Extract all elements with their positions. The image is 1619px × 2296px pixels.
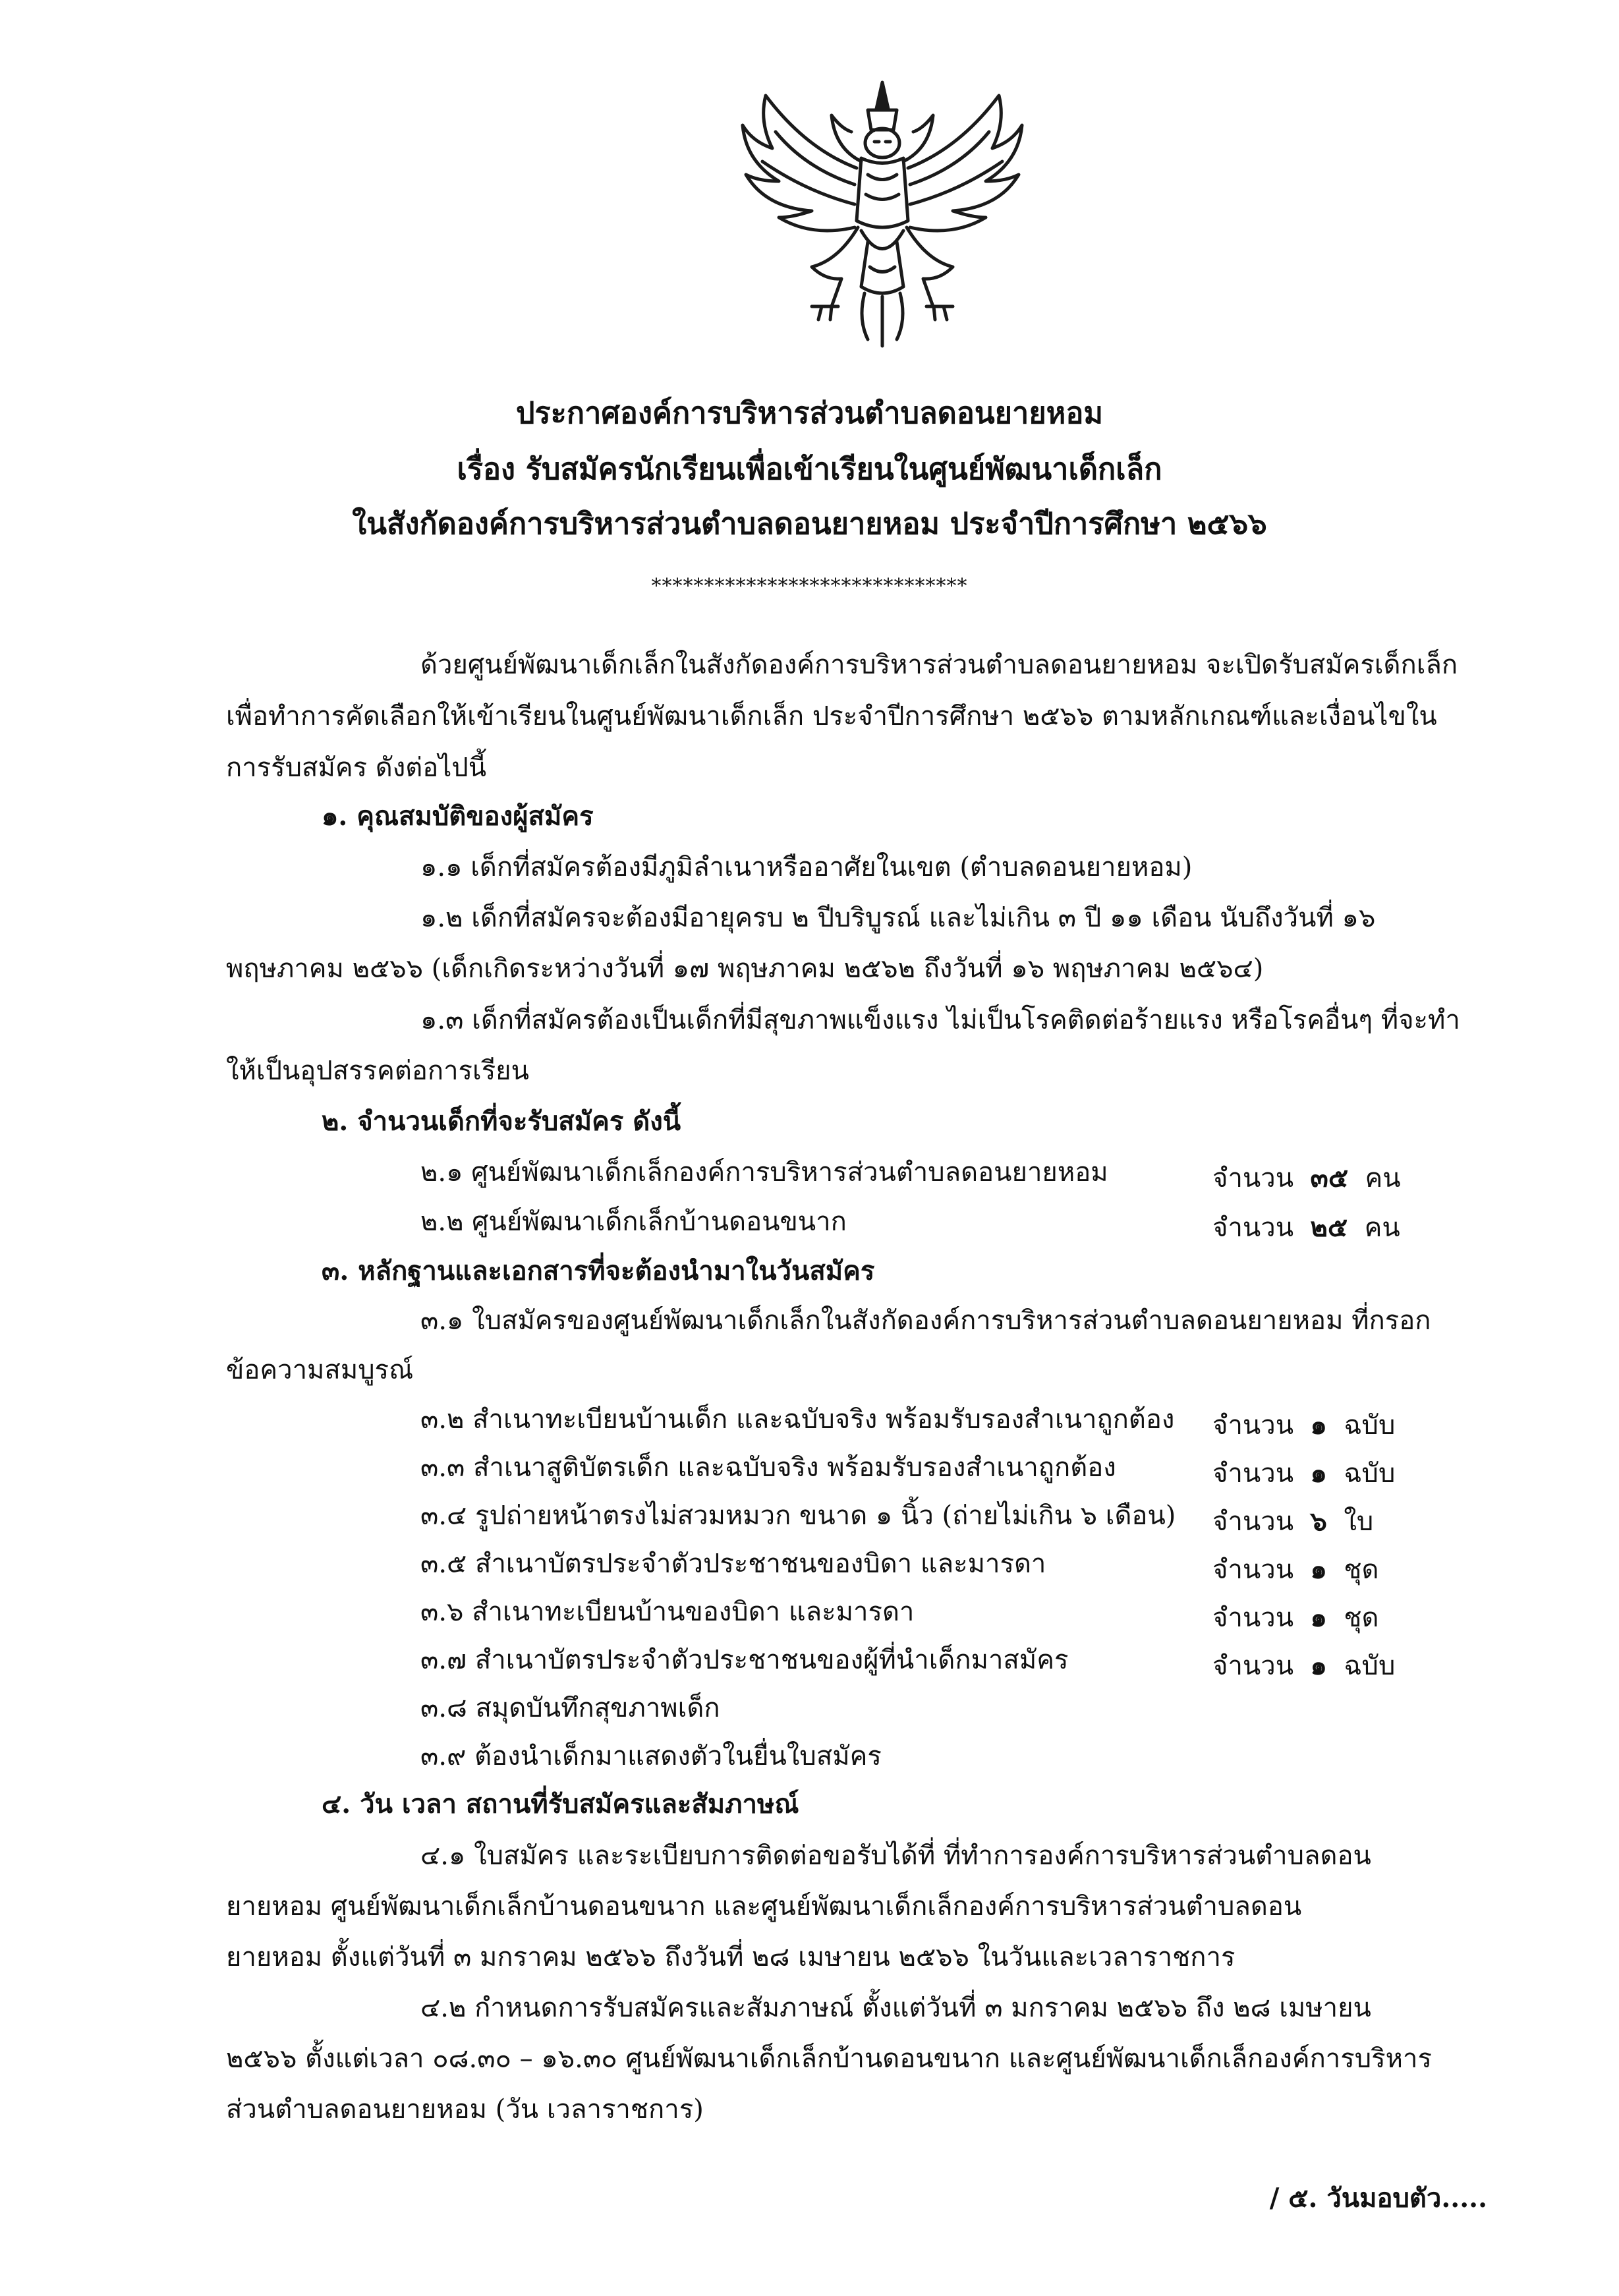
quantity-unit: ฉบับ [1344,1651,1396,1681]
section-3-item-8: ๓.๘ สมุดบันทึกสุขภาพเด็ก [420,1693,720,1723]
quantity-label: จำนวน [1212,1458,1294,1489]
section-3-item-6-quantity [1212,1596,1378,1638]
section-2-item-2: ๒.๒ ศูนย์พัฒนาเด็กเล็กบ้านดอนขนาก [420,1207,847,1237]
section-3-item-4: ๓.๔ รูปถ่ายหน้าตรงไม่สวมหมวก ขนาด ๑ นิ้ว (ถ่ายไม่เกิน ๖ เดือน) [420,1501,1176,1531]
section-3-item-7-quantity [1212,1644,1395,1686]
section-3-heading: ๓. หลักฐานและเอกสารที่จะต้องนำมาในวันสมัคร [322,1255,875,1286]
section-3-item-1-line-2: ข้อความสมบูรณ์ [226,1355,414,1385]
quantity-unit: คน [1364,1213,1400,1243]
title-line-2: เรื่อง รับสมัครนักเรียนเพื่อเข้าเรียนในศูนย์พัฒนาเด็กเล็ก [457,451,1162,486]
quantity-number: ๒๕ [1310,1212,1348,1243]
continue-marker: / ๕. วันมอบตัว..... [1269,2183,1487,2214]
section-3-item-9: ๓.๙ ต้องนำเด็กมาแสดงตัวในยื่นใบสมัคร [420,1741,882,1771]
section-3-item-2: ๓.๒ สำเนาทะเบียนบ้านเด็ก และฉบับจริง พร้อมรับรองสำเนาถูกต้อง [420,1404,1175,1435]
section-3-item-7: ๓.๗ สำเนาบัตรประจำตัวประชาชนของผู้ที่นำเด็กมาสมัคร [420,1645,1069,1675]
section-4-heading: ๔. วัน เวลา สถานที่รับสมัครและสัมภาษณ์ [322,1789,799,1820]
section-3-item-4-quantity [1212,1500,1373,1542]
section-3-item-2-quantity [1212,1404,1395,1446]
quantity-unit: ฉบับ [1344,1410,1396,1441]
section-2-item-1-quantity [1212,1157,1401,1199]
intro-line-2: เพื่อทำการคัดเลือกให้เข้าเรียนในศูนย์พัฒนาเด็กเล็ก ประจำปีการศึกษา ๒๕๖๖ ตามหลักเกณฑ์และเงื่อนไขใน [226,701,1437,732]
section-4-item-2-line-1: ๔.๒ กำหนดการรับสมัครและสัมภาษณ์ ตั้งแต่วันที่ ๓ มกราคม ๒๕๖๖ ถึง ๒๘ เมษายน [420,1993,1371,2023]
quantity-number: ๑ [1310,1602,1327,1633]
section-3-item-3: ๓.๓ สำเนาสูติบัตรเด็ก และฉบับจริง พร้อมรับรองสำเนาถูกต้อง [420,1452,1116,1483]
quantity-number: ๖ [1310,1506,1327,1537]
section-3-item-5-quantity [1212,1548,1378,1590]
quantity-number: ๑ [1310,1554,1327,1585]
quantity-number: ๑ [1310,1410,1327,1441]
intro-line-1: ด้วยศูนย์พัฒนาเด็กเล็กในสังกัดองค์การบริหารส่วนตำบลดอนยายหอม จะเปิดรับสมัครเด็กเล็ก [420,650,1458,680]
quantity-label: จำนวน [1212,1410,1294,1441]
quantity-number: ๑ [1310,1458,1327,1489]
garuda-emblem-icon [726,69,1039,353]
quantity-unit: ฉบับ [1344,1458,1396,1489]
section-1-item-3-line-2: ให้เป็นอุปสรรคต่อการเรียน [226,1056,529,1086]
quantity-label: จำนวน [1212,1555,1294,1585]
quantity-unit: ชุด [1344,1555,1379,1585]
section-2-item-2-quantity [1212,1206,1400,1248]
title-line-1: ประกาศองค์การบริหารส่วนตำบลดอนยายหอม [515,395,1104,430]
section-4-item-2-line-3: ส่วนตำบลดอนยายหอม (วัน เวลาราชการ) [226,2094,704,2125]
section-3-item-3-quantity [1212,1452,1395,1494]
section-3-item-6: ๓.๖ สำเนาทะเบียนบ้านของบิดา และมารดา [420,1597,915,1627]
quantity-unit: ชุด [1344,1603,1379,1633]
quantity-label: จำนวน [1212,1651,1294,1681]
quantity-label: จำนวน [1212,1213,1294,1243]
quantity-number: ๓๕ [1310,1162,1349,1193]
section-1-item-2-line-2: พฤษภาคม ๒๕๖๖ (เด็กเกิดระหว่างวันที่ ๑๗ พฤษภาคม ๒๕๖๒ ถึงวันที่ ๑๖ พฤษภาคม ๒๕๖๔) [226,954,1264,984]
section-4-item-1-line-2: ยายหอม ศูนย์พัฒนาเด็กเล็กบ้านดอนขนาก และศูนย์พัฒนาเด็กเล็กองค์การบริหารส่วนตำบลดอน [226,1891,1302,1922]
section-3-item-5: ๓.๕ สำเนาบัตรประจำตัวประชาชนของบิดา และมารดา [420,1549,1046,1579]
quantity-label: จำนวน [1212,1603,1294,1633]
quantity-unit: ใบ [1344,1507,1374,1537]
section-1-item-2-line-1: ๑.๒ เด็กที่สมัครจะต้องมีอายุครบ ๒ ปีบริบูรณ์ และไม่เกิน ๓ ปี ๑๑ เดือน นับถึงวันที่ ๑๖ [420,903,1376,933]
section-1-item-3-line-1: ๑.๓ เด็กที่สมัครต้องเป็นเด็กที่มีสุขภาพแข็งแรง ไม่เป็นโรคติดต่อร้ายแรง หรือโรคอื่นๆ ที่จะทำ [420,1005,1460,1035]
section-4-item-1-line-1: ๔.๑ ใบสมัคร และระเบียบการติดต่อขอรับได้ที่ ที่ทำการองค์การบริหารส่วนตำบลดอน [420,1841,1371,1871]
title-separator: ****************************** [651,575,968,598]
quantity-label: จำนวน [1212,1163,1294,1193]
section-1-item-1: ๑.๑ เด็กที่สมัครต้องมีภูมิลำเนาหรืออาศัยในเขต (ตำบลดอนยายหอม) [420,852,1193,882]
section-3-item-1-line-1: ๓.๑ ใบสมัครของศูนย์พัฒนาเด็กเล็กในสังกัดองค์การบริหารส่วนตำบลดอนยายหอม ที่กรอก [420,1306,1431,1336]
section-2-item-1: ๒.๑ ศูนย์พัฒนาเด็กเล็กองค์การบริหารส่วนตำบลดอนยายหอม [420,1157,1108,1188]
quantity-unit: คน [1365,1163,1401,1193]
section-4-item-1-line-3: ยายหอม ตั้งแต่วันที่ ๓ มกราคม ๒๕๖๖ ถึงวันที่ ๒๘ เมษายน ๒๕๖๖ ในวันและเวลาราชการ [226,1942,1236,1972]
title-line-3: ในสังกัดองค์การบริหารส่วนตำบลดอนยายหอม ประจำปีการศึกษา ๒๕๖๖ [352,506,1267,541]
intro-line-3: การรับสมัคร ดังต่อไปนี้ [226,753,487,783]
section-1-heading: ๑. คุณสมบัติของผู้สมัคร [322,801,594,832]
quantity-label: จำนวน [1212,1507,1294,1537]
section-4-item-2-line-2: ๒๕๖๖ ตั้งแต่เวลา ๐๘.๓๐ – ๑๖.๓๐ ศูนย์พัฒนาเด็กเล็กบ้านดอนขนาก และศูนย์พัฒนาเด็กเล็กองค์การบริหาร [226,2044,1432,2074]
section-2-heading: ๒. จำนวนเด็กที่จะรับสมัคร ดังนี้ [322,1106,681,1137]
quantity-number: ๑ [1310,1650,1327,1681]
